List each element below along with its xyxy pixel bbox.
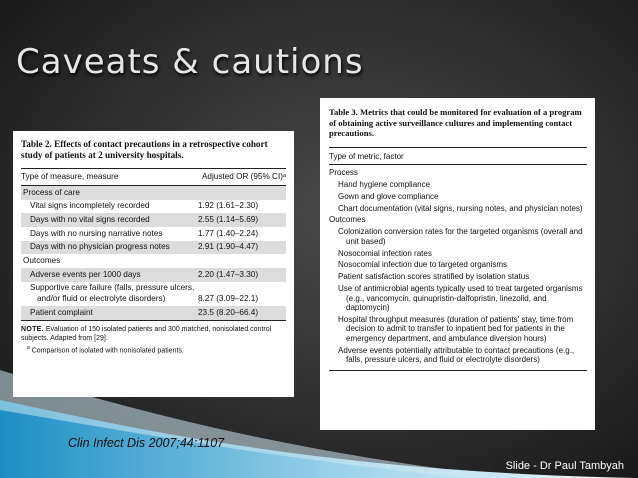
list-item: Gown and glove compliance (338, 191, 439, 201)
row-value: 8.27 (3.09–22.1) (198, 293, 259, 303)
note-text: Evaluation of 150 isolated patients and 300 matched, nonisolated control subjects. Adapted from [29]. (21, 325, 272, 342)
table-row (21, 254, 286, 268)
list-item: Hospital throughput measures (duration of patients' stay, time from decision to admit to transfer to inpatient bed for patients in the emergency department, and ambulance diversion hours) (338, 314, 574, 344)
row-value: 2.91 (1.90–4.47) (198, 242, 259, 252)
row-value: 2.20 (1.47–3.30) (198, 269, 259, 279)
list-item: Outcomes (329, 215, 366, 225)
table-2-col-value: Adjusted OR (95% CI)ᵃ (201, 172, 286, 181)
list-item: Adverse events potentially attributable to contact precautions (e.g., falls, pressure ulcers, and fluid or electrolyte disorders) (338, 345, 575, 365)
row-value: 1.92 (1.61–2.30) (198, 201, 259, 211)
table-2-col-measure: Type of measure, measure (21, 172, 119, 181)
row-label: Days with no physician progress notes (30, 242, 170, 252)
row-label: Days with no vital signs recorded (30, 214, 150, 224)
list-item: Patient satisfaction scores stratified by isolation status (338, 272, 530, 282)
table-row (21, 282, 286, 306)
slide-credit: Slide - Dr Paul Tambyah (505, 460, 624, 472)
list-item: Hand hygiene compliance (338, 180, 431, 190)
table-2-footnote (21, 344, 286, 355)
table-2-note (21, 325, 286, 343)
table-row (21, 268, 286, 282)
citation: Clin Infect Dis 2007;44:1107 (68, 436, 225, 450)
table-3-body (329, 168, 587, 372)
table-2-caption: Table 2. Effects of contact precautions in a retrospective cohort study of patients at 2 university hospitals. (21, 139, 268, 160)
table-2-header (21, 168, 286, 186)
row-label: Supportive care failure (falls, pressure ulcers, and/or fluid or electrolyte disorders) (30, 283, 195, 303)
list-item: Colonization conversion rates for the targeted organisms (overall and unit based) (338, 227, 583, 246)
row-value: 1.77 (1.40–2.24) (198, 228, 259, 238)
table-row (21, 200, 286, 214)
list-item: Nosocomial infection due to targeted organisms (338, 260, 507, 270)
table-2-card (13, 131, 294, 397)
row-label: Days with no nursing narrative notes (30, 228, 163, 238)
table-2-body (21, 186, 286, 321)
row-label: Vital signs incompletely recorded (30, 201, 150, 211)
list-item: Use of antimicrobial agents typically used to treat targeted organisms (e.g., vancomycin, quinupristin-dalfopristin, linezolid, and daptomycin) (338, 283, 583, 313)
table-row (21, 186, 286, 200)
table-row (21, 227, 286, 241)
table-row (21, 306, 286, 321)
slide-title: Caveats & cautions (16, 42, 364, 82)
list-item: Process (329, 168, 358, 178)
footnote-text: Comparison of isolated with nonisolated patients. (31, 347, 184, 355)
table-row (21, 241, 286, 255)
row-label: Process of care (23, 187, 80, 197)
table-3-card (320, 98, 595, 430)
table-3-caption: Table 3. Metrics that could be monitored for evaluation of a program of obtaining active surveillance cultures and implementing contact precautions. (329, 107, 582, 138)
table-3-header: Type of metric, factor (329, 147, 587, 165)
footnote-mark: a (27, 344, 30, 351)
list-item: Nosocomial infection rates (338, 248, 432, 258)
note-label: NOTE. (21, 325, 44, 333)
row-value: 2.55 (1.14–5.69) (198, 214, 259, 224)
table-row (21, 213, 286, 227)
row-label: Adverse events per 1000 days (30, 269, 141, 279)
row-label: Outcomes (23, 256, 61, 266)
list-item: Chart documentation (vital signs, nursing notes, and physician notes) (338, 203, 583, 213)
row-value: 23.5 (8.20–66.4) (198, 307, 259, 317)
row-label: Patient complaint (30, 307, 93, 317)
